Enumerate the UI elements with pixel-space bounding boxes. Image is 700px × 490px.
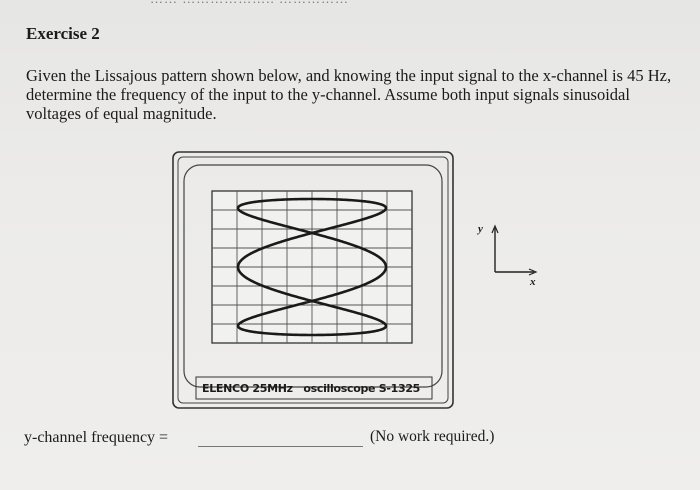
graticule-grid [212, 191, 412, 343]
y-axis-label: y [478, 223, 483, 235]
partial-top-text [150, 0, 349, 7]
oscilloscope-figure [172, 151, 454, 409]
answer-blank[interactable] [198, 446, 363, 447]
answer-label: y-channel frequency = [24, 429, 169, 446]
no-work-note: (No work required.) [370, 428, 495, 445]
scope-brand-label: ELENCO 25MHz oscilloscope S-1325 [202, 382, 421, 395]
question-text: Given the Lissajous pattern shown below, and knowing the input signal to the x-channel is 45 Hz, determine the frequency of the input to the y-channel. Assume both input signals sinusoidal voltages of equal magnitude. [26, 66, 672, 123]
x-axis-label: x [530, 276, 536, 288]
exercise-heading: Exercise 2 [26, 24, 100, 43]
oscilloscope-drawing [172, 151, 454, 409]
